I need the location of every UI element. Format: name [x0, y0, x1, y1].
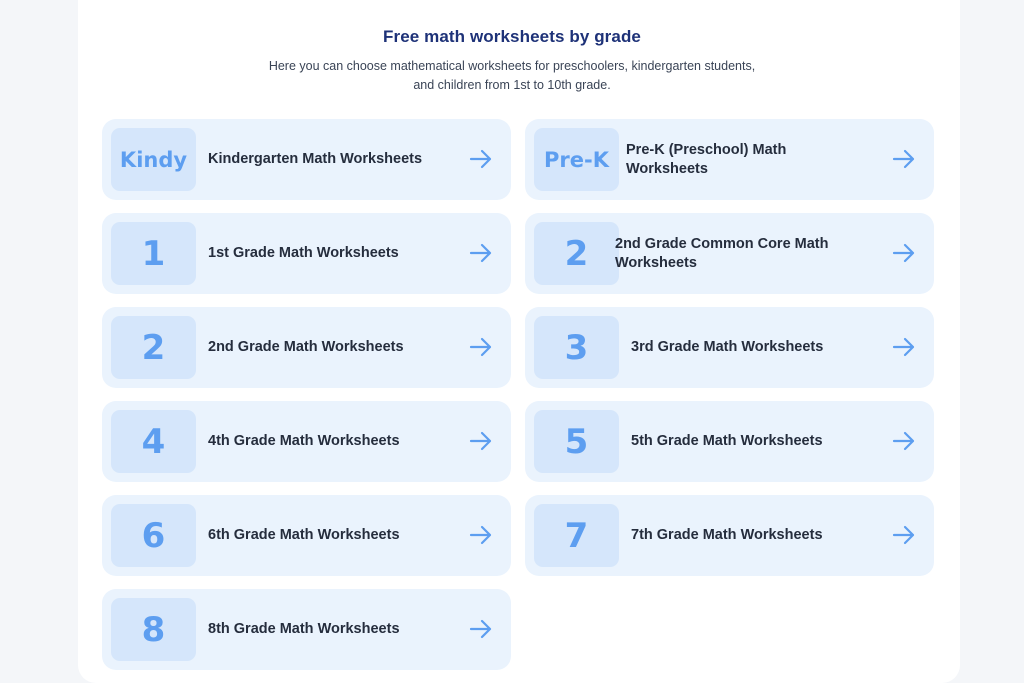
grade-badge: Kindy	[111, 128, 196, 191]
card-grade-7[interactable]	[525, 495, 934, 576]
card-label: 6th Grade Math Worksheets	[208, 527, 400, 543]
arrow-right-icon	[469, 337, 493, 357]
arrow-right-icon	[892, 525, 916, 545]
card-grade-4[interactable]	[102, 401, 511, 482]
subtitle-line-2: and children from 1st to 10th grade.	[413, 78, 611, 92]
card-label: 7th Grade Math Worksheets	[631, 527, 823, 543]
page-subtitle	[0, 57, 1024, 95]
grade-badge: 7	[534, 504, 619, 567]
subtitle-line-1: Here you can choose mathematical worksheets for preschoolers, kindergarten students,	[268, 59, 756, 73]
arrow-right-icon	[469, 619, 493, 639]
arrow-right-icon	[469, 525, 493, 545]
card-label: Kindergarten Math Worksheets	[208, 151, 423, 167]
grade-badge: 1	[111, 222, 196, 285]
page-title: Free math worksheets by grade	[383, 27, 641, 46]
card-grade-6[interactable]	[102, 495, 511, 576]
card-grade-1[interactable]	[102, 213, 511, 294]
card-label: 3rd Grade Math Worksheets	[631, 339, 824, 355]
arrow-right-icon	[892, 431, 916, 451]
arrow-right-icon	[892, 149, 916, 169]
grade-badge: 2	[111, 316, 196, 379]
card-label: 8th Grade Math Worksheets	[208, 621, 400, 637]
card-label: 1st Grade Math Worksheets	[208, 245, 399, 261]
arrow-right-icon	[892, 243, 916, 263]
card-label: Pre-K (Preschool) Math Worksheets	[626, 141, 787, 177]
arrow-right-icon	[469, 431, 493, 451]
grade-badge: 2	[534, 222, 619, 285]
card-grade-5[interactable]	[525, 401, 934, 482]
grade-badge: 8	[111, 598, 196, 661]
card-kindergarten[interactable]	[102, 119, 511, 200]
arrow-right-icon	[892, 337, 916, 357]
card-grade-2[interactable]	[102, 307, 511, 388]
card-grade-3[interactable]	[525, 307, 934, 388]
card-label: 5th Grade Math Worksheets	[631, 433, 823, 449]
grade-badge: 4	[111, 410, 196, 473]
card-label: 2nd Grade Math Worksheets	[208, 339, 404, 355]
grade-badge: 6	[111, 504, 196, 567]
card-grade-8[interactable]	[102, 589, 511, 670]
card-label: 4th Grade Math Worksheets	[208, 433, 400, 449]
card-label: 2nd Grade Common Core Math Worksheets	[615, 235, 829, 271]
grade-badge: Pre-K	[534, 128, 619, 191]
grade-badge: 3	[534, 316, 619, 379]
card-pre-k[interactable]	[525, 119, 934, 200]
card-grade-2-common-core[interactable]	[525, 213, 934, 294]
arrow-right-icon	[469, 243, 493, 263]
grade-badge: 5	[534, 410, 619, 473]
arrow-right-icon	[469, 149, 493, 169]
